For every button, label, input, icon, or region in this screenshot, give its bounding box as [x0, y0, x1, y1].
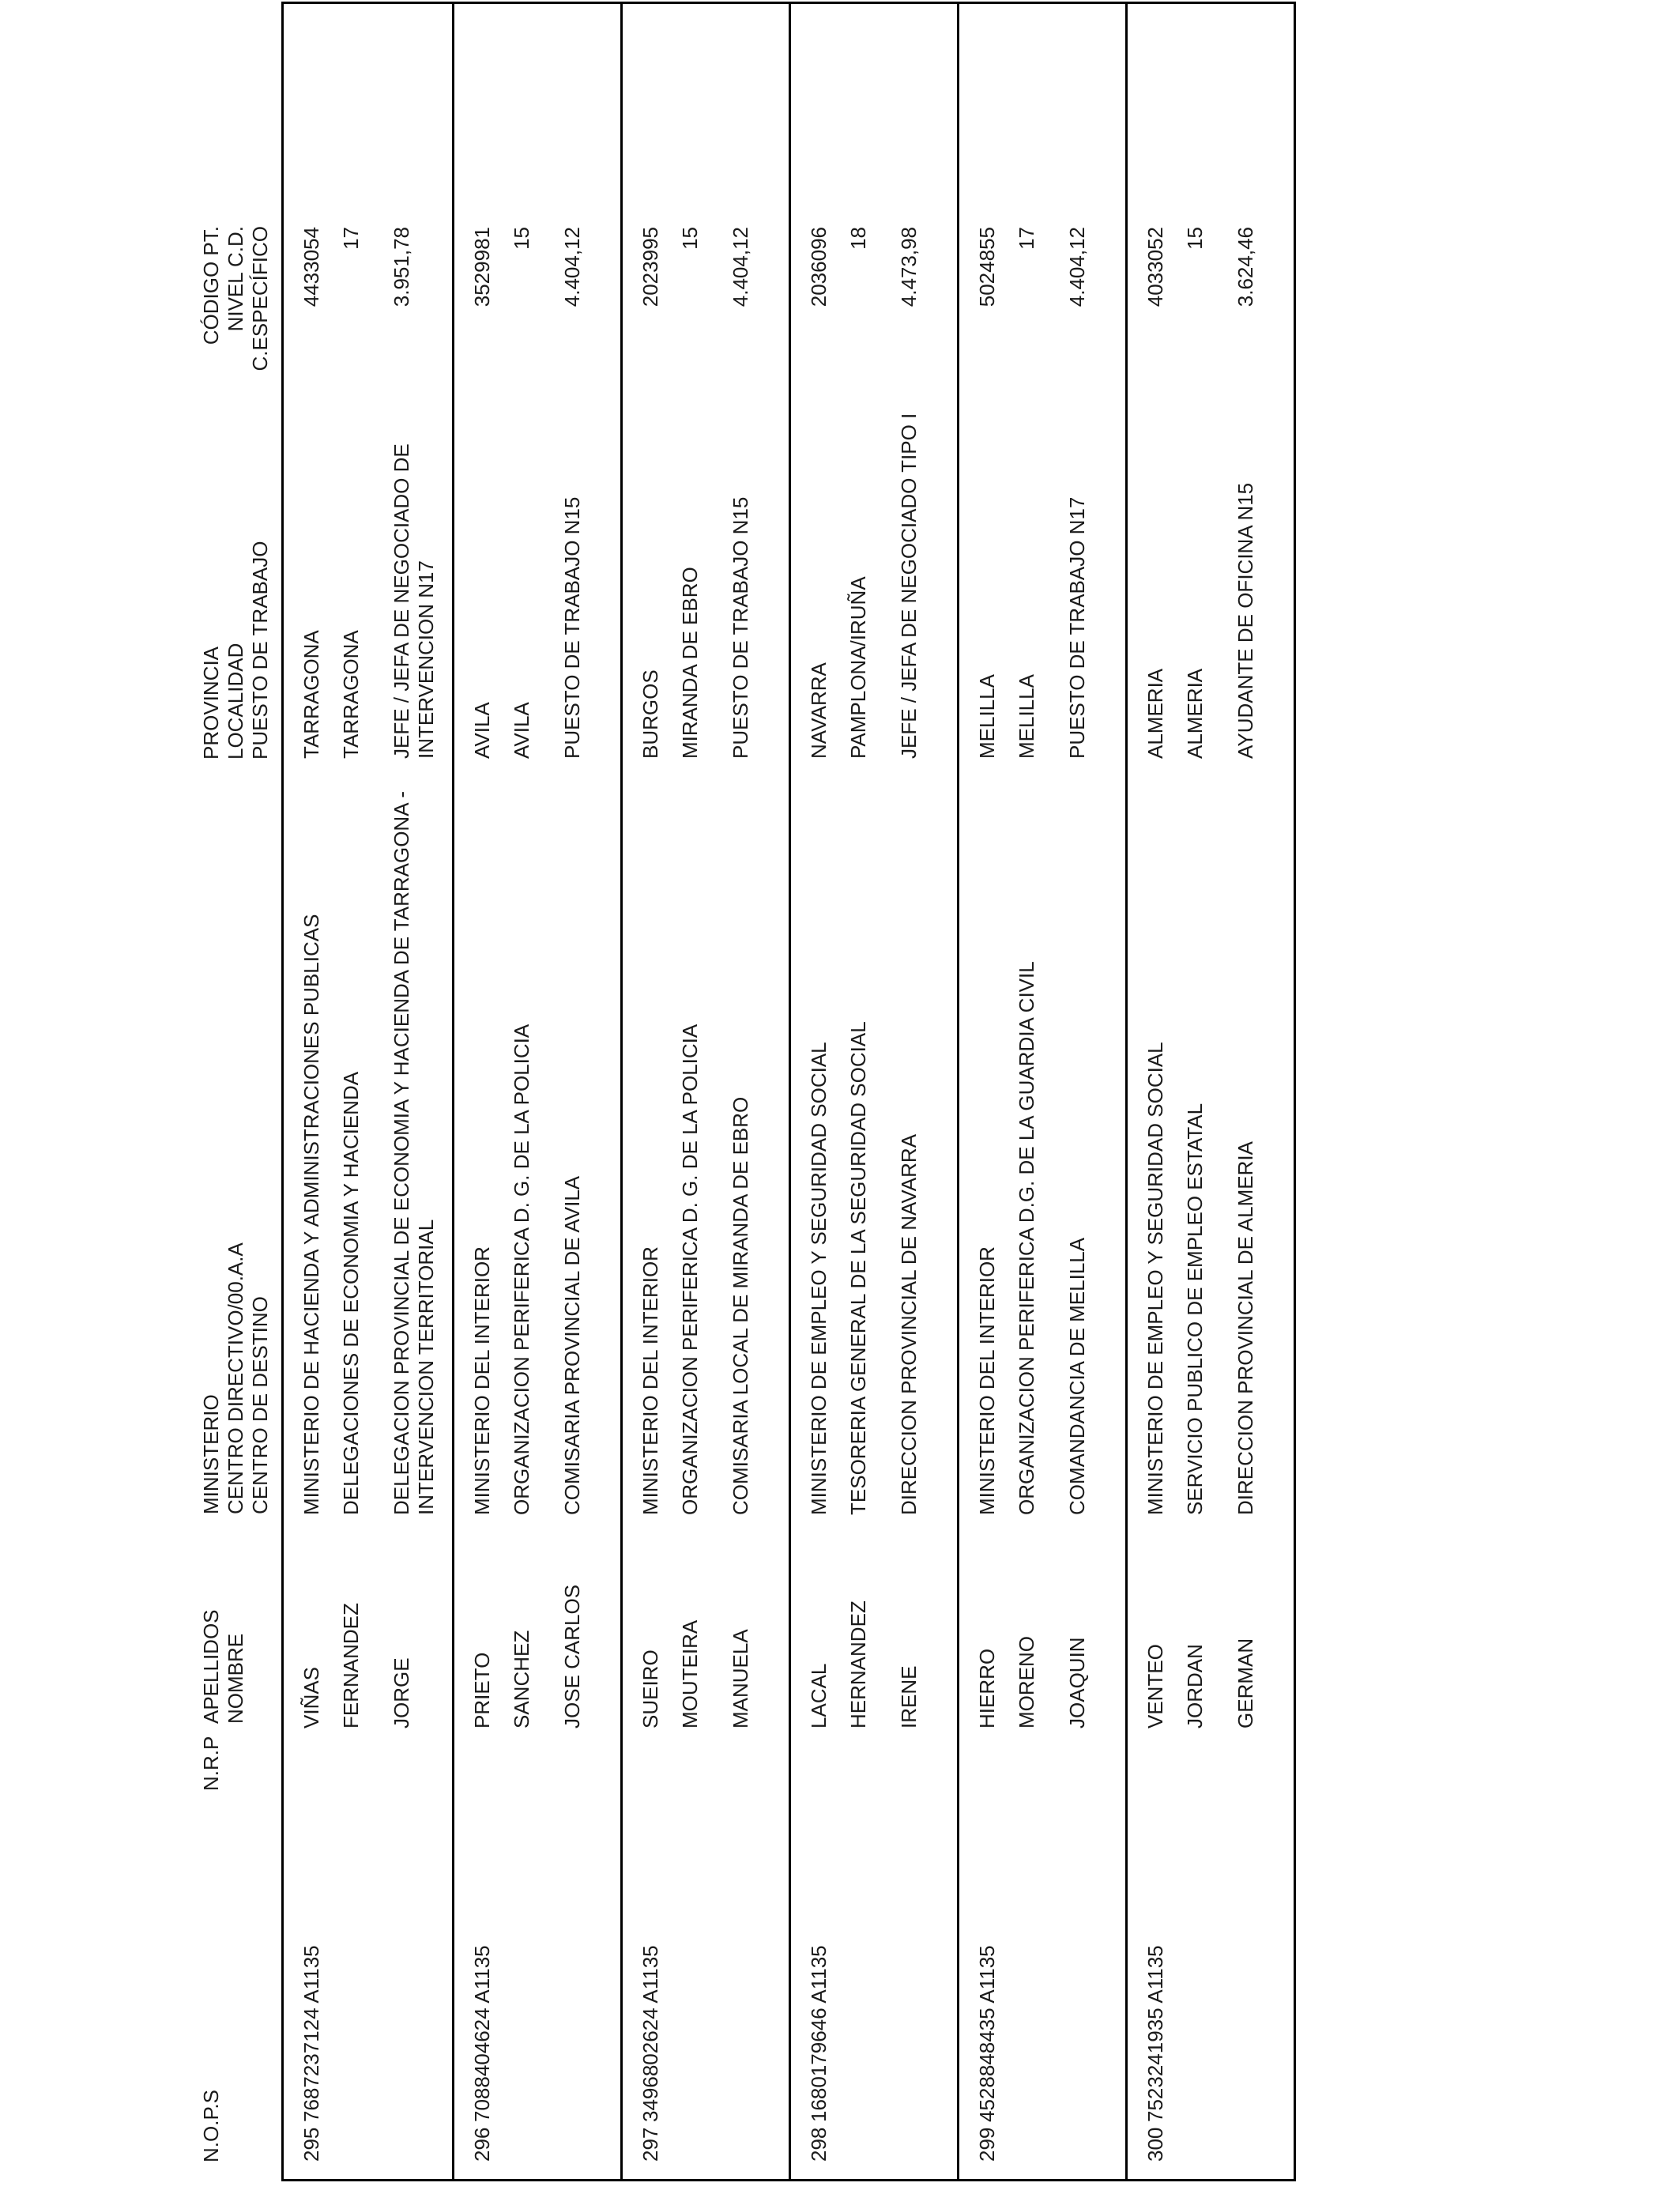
localidad-value: MELILLA [1015, 674, 1038, 759]
nops-value: 298 [807, 2127, 831, 2162]
centro-directivo-value: SERVICIO PUBLICO DE EMPLEO ESTATAL [1183, 1103, 1207, 1515]
centro-destino-value: COMISARIA LOCAL DE MIRANDA DE EBRO [729, 1096, 752, 1515]
nivel-cd-value: 18 [846, 227, 870, 250]
centro-destino-value: COMANDANCIA DE MELILLA [1065, 1237, 1089, 1515]
header-codigo: CÓDIGO PT. NIVEL C.D. C.ESPECÍFICO [199, 226, 273, 371]
localidad-value: ALMERIA [1183, 668, 1207, 759]
puesto-value: JEFE / JEFA DE NEGOCIADO TIPO I [897, 413, 921, 759]
nivel-cd-value: 17 [339, 227, 363, 250]
header-provincia: PROVINCIA LOCALIDAD PUESTO DE TRABAJO [199, 541, 273, 760]
apellido1-value: VIÑAS [299, 1666, 323, 1728]
nombre-value: JORGE [390, 1657, 413, 1728]
c-especifico-value: 4.473,98 [897, 227, 921, 307]
table-row [789, 4, 959, 2179]
ministerio-value: MINISTERIO DE EMPLEO Y SEGURIDAD SOCIAL [807, 1042, 831, 1515]
ministerio-value: MINISTERIO DEL INTERIOR [975, 1246, 999, 1515]
header-nrp: N.R.P [199, 1736, 223, 1791]
apellido2-value: SANCHEZ [510, 1630, 533, 1728]
apellido2-value: MOUTEIRA [678, 1619, 702, 1728]
puesto-value: PUESTO DE TRABAJO N17 [1065, 496, 1089, 759]
codigo-pt-value: 2036096 [807, 227, 831, 307]
header-ministerio: MINISTERIO CENTRO DIRECTIVO/00.A.A CENTRO DE DESTINO [199, 1242, 273, 1514]
nops-value: 297 [638, 2127, 662, 2162]
ministerio-value: MINISTERIO DEL INTERIOR [638, 1246, 662, 1515]
provincia-value: ALMERIA [1143, 668, 1167, 759]
codigo-pt-value: 5024855 [975, 227, 999, 307]
header-nops: N.O.P.S [199, 2089, 223, 2162]
c-especifico-value: 4.404,12 [1065, 227, 1089, 307]
nrp-value: 3496802624 A1135 [638, 1945, 662, 2122]
centro-destino-value: COMISARIA PROVINCIAL DE AVILA [560, 1175, 584, 1515]
codigo-pt-value: 4433054 [299, 227, 323, 307]
table-row [1125, 4, 1296, 2179]
nrp-value: 7687237124 A1135 [299, 1945, 323, 2122]
puesto-value: PUESTO DE TRABAJO N15 [729, 496, 752, 759]
codigo-pt-value: 2023995 [638, 227, 662, 307]
provincia-value: BURGOS [638, 669, 662, 759]
nops-value: 300 [1143, 2127, 1167, 2162]
records-table [281, 2, 1296, 2181]
apellido2-value: HERNANDEZ [846, 1600, 870, 1728]
apellido1-value: PRIETO [470, 1652, 494, 1728]
apellido1-value: SUEIRO [638, 1649, 662, 1728]
table-row [284, 4, 452, 2179]
table-row [957, 4, 1128, 2179]
nombre-value: IRENE [897, 1665, 921, 1728]
c-especifico-value: 4.404,12 [560, 227, 584, 307]
centro-directivo-value: ORGANIZACION PERIFERICA D.G. DE LA GUARDIA CIVIL [1015, 961, 1038, 1515]
nrp-value: 7523241935 A1135 [1143, 1945, 1167, 2122]
provincia-value: NAVARRA [807, 662, 831, 759]
centro-directivo-value: ORGANIZACION PERIFERICA D. G. DE LA POLICIA [510, 1023, 533, 1515]
localidad-value: MIRANDA DE EBRO [678, 567, 702, 759]
apellido1-value: VENTEO [1143, 1644, 1167, 1728]
localidad-value: PAMPLONA/IRUÑA [846, 576, 870, 759]
nivel-cd-value: 15 [510, 227, 533, 250]
provincia-value: AVILA [470, 702, 494, 759]
provincia-value: MELILLA [975, 674, 999, 759]
header-apellidos-nombre: APELLIDOS NOMBRE [199, 1609, 248, 1724]
apellido1-value: HIERRO [975, 1648, 999, 1728]
centro-directivo-value: TESORERIA GENERAL DE LA SEGURIDAD SOCIAL [846, 1021, 870, 1515]
nops-value: 296 [470, 2127, 494, 2162]
provincia-value: TARRAGONA [299, 630, 323, 759]
apellido2-value: JORDAN [1183, 1644, 1207, 1728]
c-especifico-value: 3.951,78 [390, 227, 413, 307]
codigo-pt-value: 3529981 [470, 227, 494, 307]
nombre-value: JOAQUIN [1065, 1637, 1089, 1728]
nops-value: 295 [299, 2127, 323, 2162]
c-especifico-value: 3.624,46 [1234, 227, 1257, 307]
nops-value: 299 [975, 2127, 999, 2162]
ministerio-value: MINISTERIO DE EMPLEO Y SEGURIDAD SOCIAL [1143, 1042, 1167, 1515]
centro-directivo-value: DELEGACIONES DE ECONOMIA Y HACIENDA [339, 1071, 363, 1515]
centro-destino-value: DELEGACION PROVINCIAL DE ECONOMIA Y HACIENDA DE TARRAGONA - INTERVENCION TERRITORIAL [390, 791, 439, 1515]
nombre-value: JOSE CARLOS [560, 1584, 584, 1728]
localidad-value: AVILA [510, 702, 533, 759]
nrp-value: 1680179646 A1135 [807, 1945, 831, 2122]
puesto-value: PUESTO DE TRABAJO N15 [560, 496, 584, 759]
apellido2-value: MORENO [1015, 1636, 1038, 1728]
ministerio-value: MINISTERIO DEL INTERIOR [470, 1246, 494, 1515]
puesto-value: JEFE / JEFA DE NEGOCIADO DE INTERVENCION N17 [390, 443, 439, 759]
nrp-value: 7088404624 A1135 [470, 1945, 494, 2122]
puesto-value: AYUDANTE DE OFICINA N15 [1234, 482, 1257, 759]
localidad-value: TARRAGONA [339, 630, 363, 759]
table-row [452, 4, 623, 2179]
centro-destino-value: DIRECCION PROVINCIAL DE ALMERIA [1234, 1141, 1257, 1515]
nombre-value: MANUELA [729, 1629, 752, 1728]
apellido2-value: FERNANDEZ [339, 1603, 363, 1728]
centro-destino-value: DIRECCION PROVINCIAL DE NAVARRA [897, 1133, 921, 1515]
nivel-cd-value: 17 [1015, 227, 1038, 250]
centro-directivo-value: ORGANIZACION PERIFERICA D. G. DE LA POLICIA [678, 1023, 702, 1515]
apellido1-value: LACAL [807, 1663, 831, 1728]
ministerio-value: MINISTERIO DE HACIENDA Y ADMINISTRACIONES PUBLICAS [299, 914, 323, 1515]
table-row [620, 4, 791, 2179]
c-especifico-value: 4.404,12 [729, 227, 752, 307]
nivel-cd-value: 15 [1183, 227, 1207, 250]
nombre-value: GERMAN [1234, 1638, 1257, 1728]
codigo-pt-value: 4033052 [1143, 227, 1167, 307]
nivel-cd-value: 15 [678, 227, 702, 250]
nrp-value: 4528848435 A1135 [975, 1945, 999, 2122]
